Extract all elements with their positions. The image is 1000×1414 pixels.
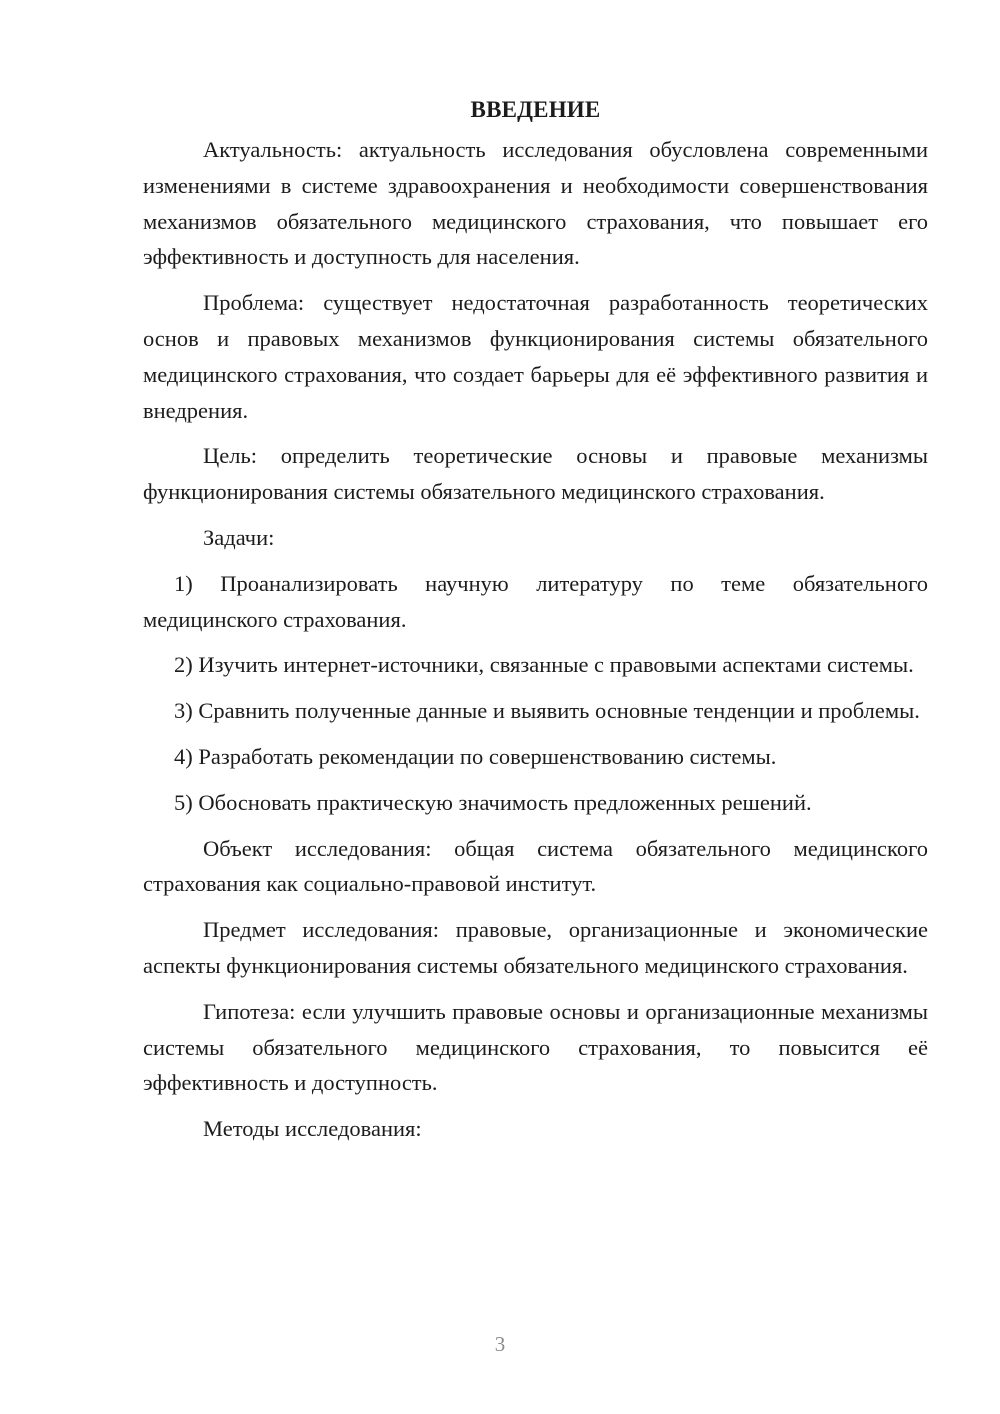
relevance-paragraph: Актуальность: актуальность исследования обусловлена современными изменениями в системе здравоохранения и необходимости совершенствования механизмов обязательного медицинского страхования, что повышает его эффективность и доступность для населения. (143, 137, 928, 270)
page-number: 3 (494, 1332, 506, 1356)
hypothesis-paragraph: Гипотеза: если улучшить правовые основы и организационные механизмы системы обязательного медицинского страхования, то повысится её эффективность и доступность. (143, 998, 928, 1096)
tasks-list (143, 566, 928, 821)
task-item: 3) Сравнить полученные данные и выявить основные тенденции и проблемы. (174, 698, 920, 724)
task-item: 4) Разработать рекомендации по совершенствованию системы. (174, 743, 777, 769)
task-item: 2) Изучить интернет-источники, связанные с правовыми аспектами системы. (174, 652, 914, 678)
tasks-heading: Задачи: (203, 524, 275, 550)
subject-paragraph: Предмет исследования: правовые, организационные и экономические аспекты функционирования системы обязательного медицинского страхования. (143, 917, 928, 978)
methods-heading: Методы исследования: (203, 1116, 422, 1142)
object-paragraph: Объект исследования: общая система обязательного медицинского страхования как социально-правовой институт. (143, 835, 928, 897)
task-item: 5) Обосновать практическую значимость предложенных решений. (174, 789, 812, 815)
page-title: ВВЕДЕНИЕ (470, 97, 601, 122)
task-item: 1) Проанализировать научную литературу по теме обязательного медицинского страхования. (143, 570, 928, 632)
goal-paragraph: Цель: определить теоретические основы и правовые механизмы функционирования системы обязательного медицинского страхования. (143, 443, 928, 505)
document-page (143, 92, 928, 1157)
problem-paragraph: Проблема: существует недостаточная разработанность теоретических основ и правовых механизмов функционирования системы обязательного медицинского страхования, что создает барьеры для её эффективного развития и внедрения. (143, 290, 928, 423)
